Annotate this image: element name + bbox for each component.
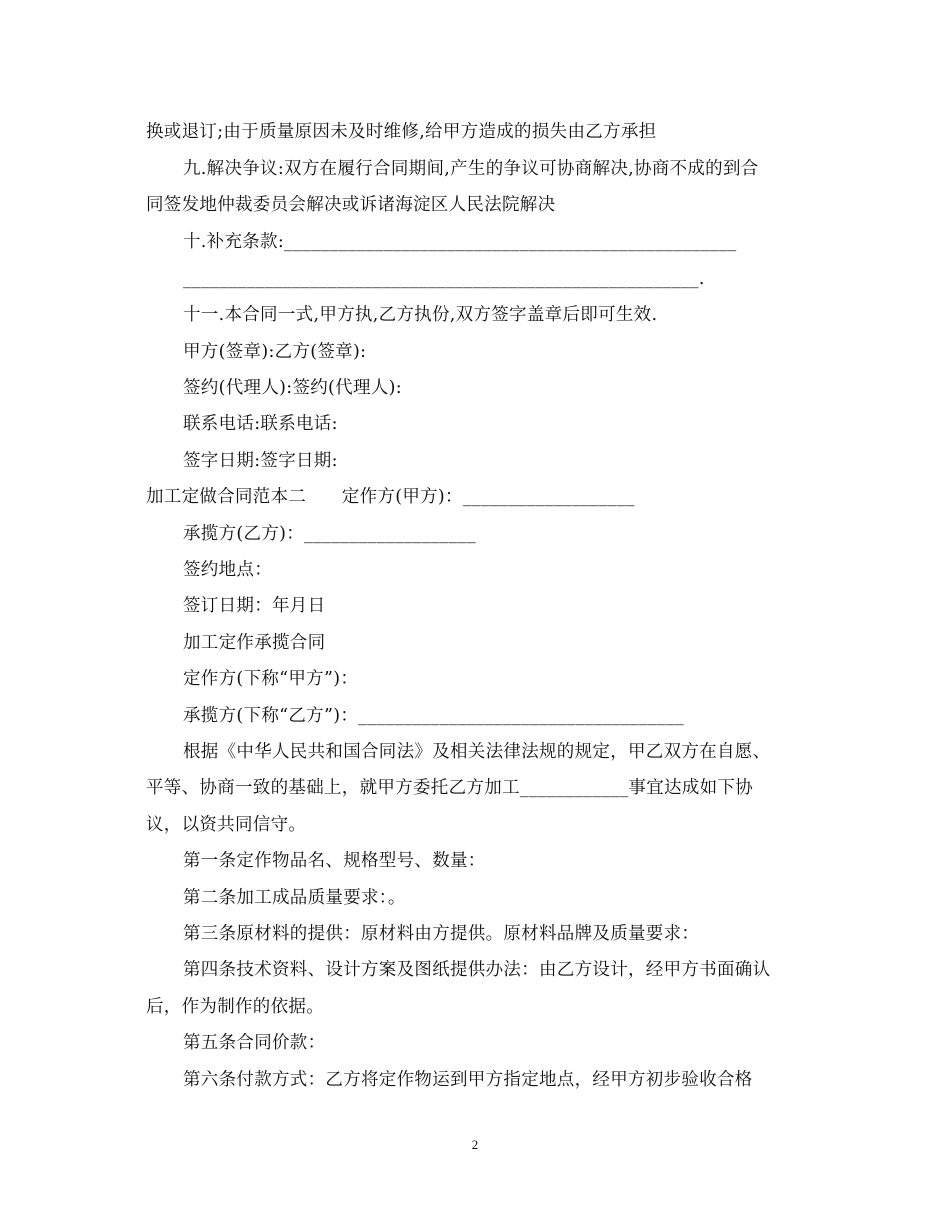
text-line: 根据《中华人民共和国合同法》及相关法律法规的规定，甲乙双方在自愿、 [183,742,771,762]
text-line: 签订日期：年月日 [183,596,326,616]
text-line: 定作方(下称“甲方”)： [183,669,359,689]
text-line: 加工定做合同范本二 定作方(甲方)：___________________ [146,487,635,507]
text-line: 加工定作承揽合同 [183,633,326,653]
text-line: 甲方(签章):乙方(签章): [183,342,367,362]
text-line: 第六条付款方式：乙方将定作物运到甲方指定地点，经甲方初步验收合格 [183,1070,753,1090]
text-line: 签约(代理人):签约(代理人): [183,378,402,398]
text-line: 承揽方(乙方)：___________________ [183,524,477,544]
text-line: 第四条技术资料、设计方案及图纸提供办法：由乙方设计，经甲方书面确认 [183,960,771,980]
text-line: 第三条原材料的提供：原材料由方提供。原材料品牌及质量要求： [183,924,700,944]
text-line: 联系电话:联系电话: [183,414,338,434]
text-line: 十.补充条款:__________________________________________________ [183,232,737,252]
text-line: 议，以资共同信守。 [146,815,307,835]
text-line: 十一.本合同一式,甲方执,乙方执份,双方签字盖章后即可生效. [183,305,658,325]
text-line: 承揽方(下称“乙方”)：____________________________________ [183,706,684,726]
text-line: 第一条定作物品名、规格型号、数量： [183,851,486,871]
text-line: 后，作为制作的依据。 [146,997,324,1017]
text-line: 平等、协商一致的基础上，就甲方委托乙方加工____________事宜达成如下协 [146,778,753,798]
page-number: 2 [471,1137,479,1152]
text-line: 换或退订;由于质量原因未及时维修,给甲方造成的损失由乙方承担 [146,122,657,142]
text-line: 签字日期:签字日期: [183,451,338,471]
text-line: 九.解决争议:双方在履行合同期间,产生的争议可协商解决,协商不成的到合 [183,159,759,179]
text-line: 第五条合同价款： [183,1033,326,1053]
text-line: 签约地点： [183,560,272,580]
text-line: 同签发地仲裁委员会解决或诉诸海淀区人民法院解决 [146,195,556,215]
text-line: 第二条加工成品质量要求：。 [183,888,406,908]
text-line: _________________________________________________________. [183,269,705,289]
